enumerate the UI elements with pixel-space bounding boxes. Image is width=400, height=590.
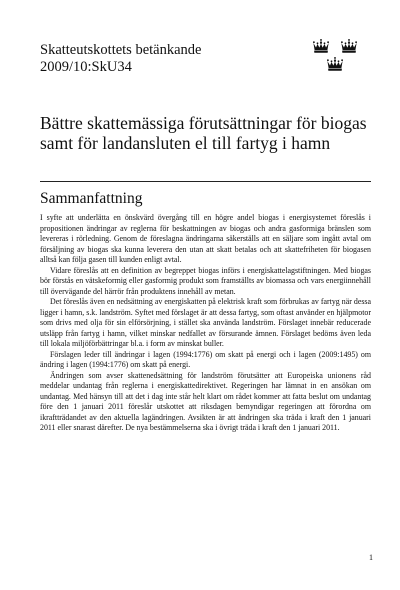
- summary-paragraph: Ändringen som avser skattenedsättning för landström förutsätter att Europeiska unionens råd meddelar undantag från reglerna i energiskattedirektivet. Regeringen har lämnat in en ansökan om undantag. Med hänsyn till att det i dag inte står helt klart om rådet kommer att fatta beslut om undantag före den 1 januari 2011 föreslår utskottet att riksdagen bemyndigar regeringen att förordna om ikraftträdandet av den aktuella lagändringen. Avsikten är att ändringen ska träda i kraft den 1 januari 2011 eller snarast därefter. De nya bestämmelserna ska i övrigt träda i kraft den 1 januari 2011.: [40, 370, 371, 432]
- report-series: Skatteutskottets betänkande: [40, 42, 202, 58]
- section-heading: Sammanfattning: [40, 190, 143, 207]
- report-id: 2009/10:SkU34: [40, 59, 132, 75]
- summary-paragraph: I syfte att underlätta en önskvärd övergång till en högre andel biogas i energisystemet föreslås i propositionen ändringar av reglerna för beskattningen av biogas och andra gasformiga bränslen som levereras i rörledning. Genom de föreslagna ändringarna säkerställs att en säljare som ingått avtal om försäljning av biogas ska kunna leverera den utan att skatt betalas och att skattefriheten för biogasen alltså kan följa gasen till kunden enligt avtal.: [40, 213, 371, 264]
- page-number: 1: [369, 553, 373, 562]
- summary-paragraph: Vidare föreslås att en definition av begreppet biogas införs i energiskattelagstiftningen. Med biogas bör förstås en vätskeformig eller gasformig produkt som framställts av biomassa och vars energiinnehåll till övervägande del härrör från produktens innehåll av metan.: [40, 265, 371, 296]
- summary-paragraph: Förslagen leder till ändringar i lagen (1994:1776) om skatt på energi och i lagen (2009:1495) om ändring i lagen (1994:1776) om skatt på energi.: [40, 349, 371, 369]
- summary-paragraph: Det föreslås även en nedsättning av energiskatten på elektrisk kraft som förbrukas av fartyg när dessa ligger i hamn, s.k. landström. Syftet med förslaget är att dessa fartyg, som oftast använder en hjälpmotor som drivs med olja för sin elförsörjning, i stället ska använda landström. Förslaget innebär reducerade utsläpp från fartyg i hamn, vilket minskar nedfallet av försurande ämnen. Förslaget bedöms även leda till lokala miljöförbättringar bl.a. i form av minskat buller.: [40, 297, 371, 348]
- summary-body: [40, 213, 371, 434]
- three-crowns-icon: [312, 38, 366, 72]
- report-header: [40, 42, 201, 76]
- title-divider: [40, 181, 371, 182]
- document-title: Bättre skattemässiga förutsättningar för biogas samt för landansluten el till fartyg i hamn: [40, 113, 367, 153]
